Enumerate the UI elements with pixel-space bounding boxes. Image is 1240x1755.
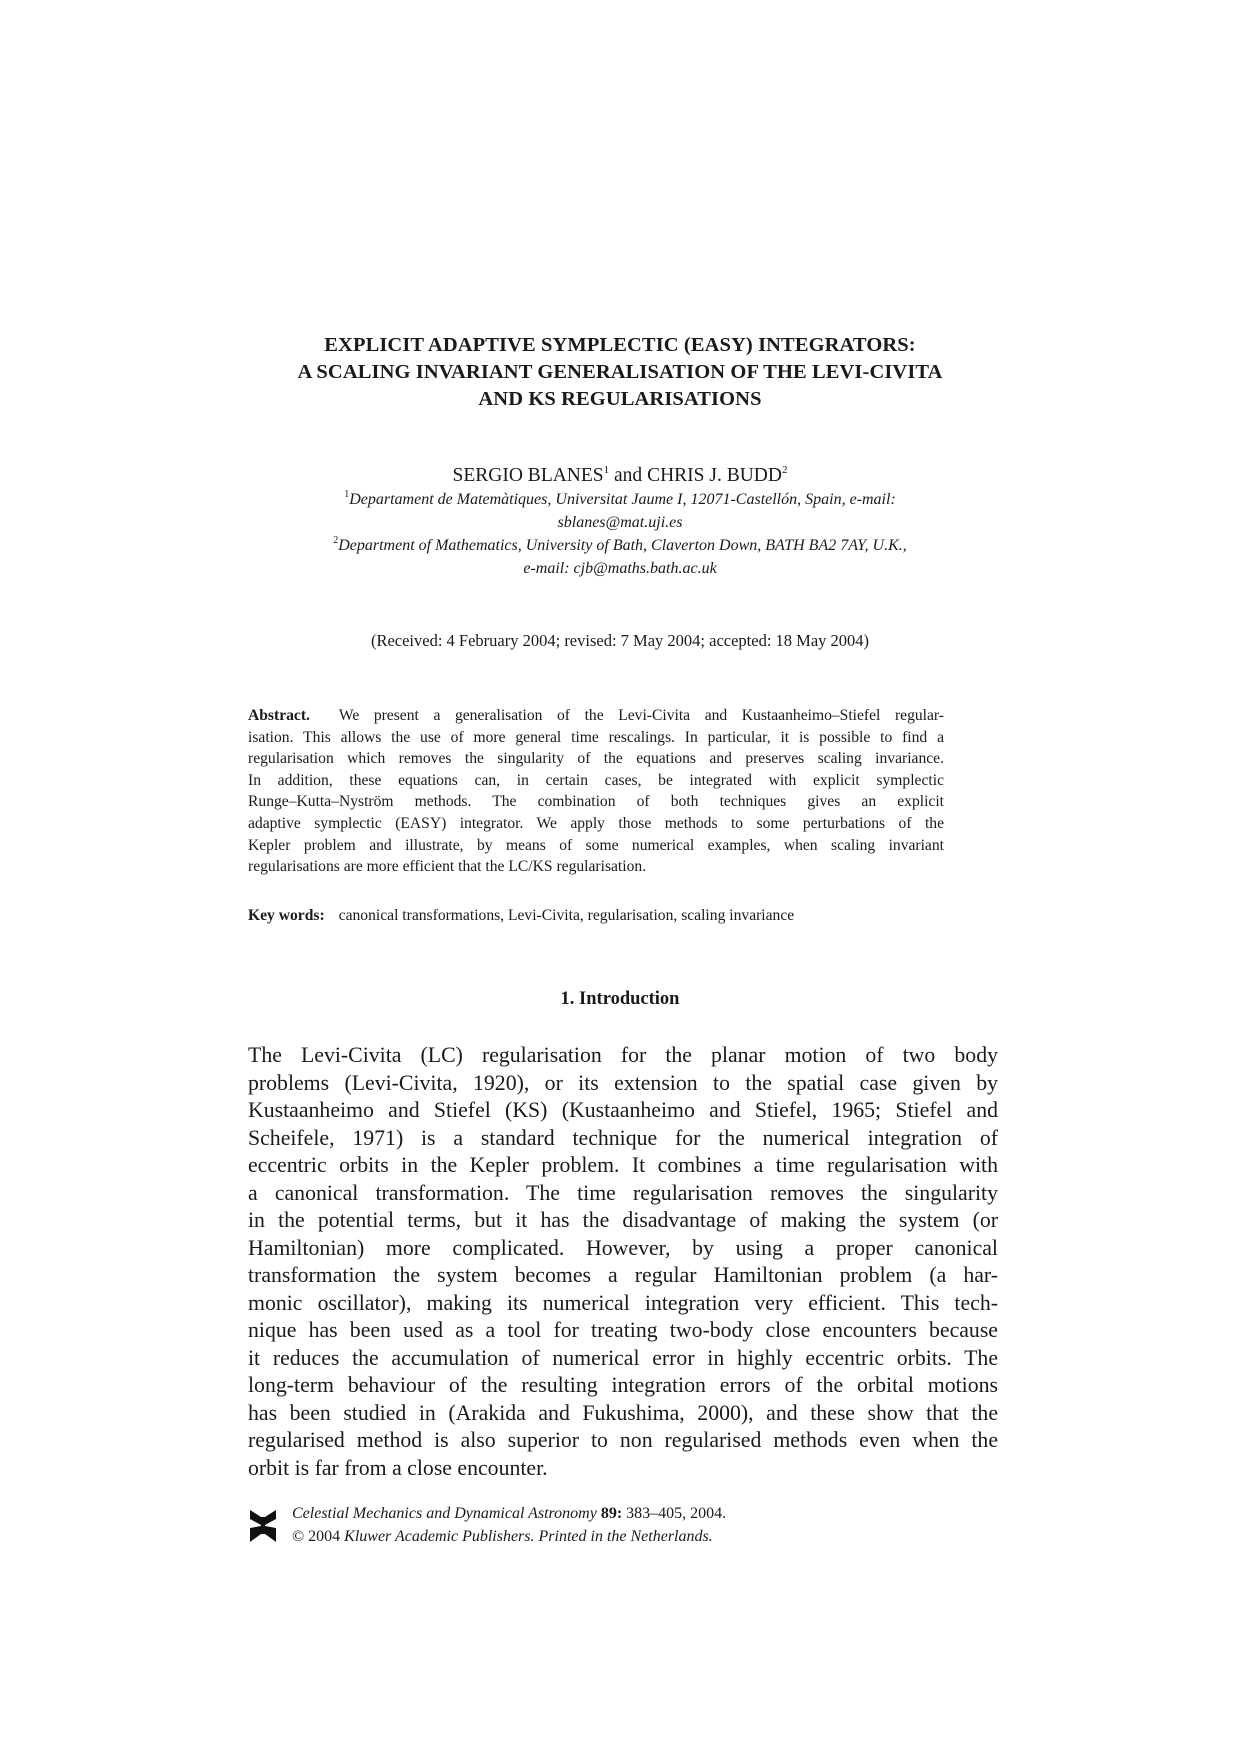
abstract-line: regularisation which removes the singularity of the equations and preserves scaling invariance. (248, 750, 944, 768)
body-line: it reduces the accumulation of numerical error in highly eccentric orbits. The (248, 1345, 998, 1370)
abstract-label: Abstract. (248, 707, 310, 724)
section-heading: 1. Introduction (560, 989, 680, 1009)
author-name: SERGIO BLANES (452, 465, 604, 486)
affiliation-email: e-mail: cjb@maths.bath.ac.uk (523, 560, 717, 577)
title-line: EXPLICIT ADAPTIVE SYMPLECTIC (EASY) INTEGRATORS: (324, 334, 916, 356)
affiliation (200, 534, 1040, 580)
body-line: Kustaanheimo and Stiefel (KS) (Kustaanheimo and Stiefel, 1965; Stiefel and (248, 1098, 998, 1122)
body-line: regularised method is also superior to non regularised methods even when the (248, 1428, 998, 1452)
body-line: Hamiltonian) more complicated. However, by using a proper canonical (248, 1235, 998, 1260)
author-conjunction: and (614, 465, 643, 486)
paper-title (200, 332, 1040, 413)
publication-footer (248, 1502, 948, 1552)
copyright: © 2004 (292, 1528, 341, 1545)
abstract-line (248, 705, 944, 727)
body-line: a canonical transformation. The time regularisation removes the singularity (248, 1180, 998, 1205)
body-line: eccentric orbits in the Kepler problem. It combines a time regularisation with (248, 1153, 998, 1177)
introduction-paragraph (248, 1042, 998, 1482)
journal-name: Celestial Mechanics and Dynamical Astronomy (292, 1505, 597, 1522)
affiliation-mark: 2 (333, 535, 339, 546)
received-dates: (Received: 4 February 2004; revised: 7 May 2004; accepted: 18 May 2004) (370, 631, 870, 650)
footer-text (292, 1502, 726, 1548)
author-affil-mark: 1 (603, 464, 610, 476)
author-affil-mark: 2 (781, 464, 788, 476)
title-line: A SCALING INVARIANT GENERALISATION OF THE LEVI-CIVITA (297, 361, 943, 383)
body-line: orbit is far from a close encounter. (248, 1455, 548, 1480)
body-line: in the potential terms, but it has the disadvantage of making the system (or (248, 1208, 998, 1232)
keywords-label: Key words: (248, 907, 325, 924)
body-line: transformation the system becomes a regular Hamiltonian problem (a har- (248, 1263, 998, 1287)
publisher-name: Kluwer Academic Publishers. Printed in the Netherlands. (344, 1528, 713, 1545)
abstract-text: We present a generalisation of the Levi-Civita and Kustaanheimo–Stiefel regular- (338, 707, 945, 724)
title-line: AND KS REGULARISATIONS (478, 388, 762, 410)
keywords-text: canonical transformations, Levi-Civita, regularisation, scaling invariance (338, 907, 795, 924)
affiliation-text: Departament de Matemàtiques, Universitat Jaume I, 12071-Castellón, Spain, e-mail: (349, 491, 896, 508)
affiliation-text: Department of Mathematics, University of Bath, Claverton Down, BATH BA2 7AY, U.K., (338, 537, 907, 554)
affiliation-mark: 1 (344, 489, 350, 500)
publisher-logo-icon (248, 1506, 278, 1546)
body-line: monic oscillator), making its numerical integration very efficient. This tech- (248, 1290, 998, 1315)
author-list (200, 464, 1040, 488)
abstract-line: regularisations are more efficient that the LC/KS regularisation. (248, 858, 647, 876)
abstract-line: adaptive symplectic (EASY) integrator. We apply those methods to some perturbations of the (248, 814, 944, 832)
affiliation (200, 488, 1040, 534)
abstract-line: Kepler problem and illustrate, by means of some numerical examples, when scaling invariant (248, 836, 944, 854)
journal-volume: 89: (600, 1505, 623, 1522)
abstract-line: isation. This allows the use of more general time rescalings. In particular, it is possible to find a (248, 728, 944, 746)
body-line: Scheifele, 1971) is a standard technique for the numerical integration of (248, 1125, 998, 1150)
author-name: CHRIS J. BUDD (647, 465, 782, 486)
body-line: problems (Levi-Civita, 1920), or its extension to the spatial case given by (248, 1070, 998, 1095)
abstract-line: In addition, these equations can, in certain cases, be integrated with explicit symplectic (248, 771, 944, 789)
journal-pages: 383–405, 2004. (626, 1505, 727, 1522)
body-line: The Levi-Civita (LC) regularisation for the planar motion of two body (248, 1043, 998, 1067)
body-line: long-term behaviour of the resulting integration errors of the orbital motions (248, 1373, 998, 1397)
body-line: nique has been used as a tool for treating two-body close encounters because (248, 1318, 998, 1342)
abstract (248, 705, 944, 878)
abstract-line: Runge–Kutta–Nyström methods. The combination of both techniques gives an explicit (248, 793, 944, 811)
body-line: has been studied in (Arakida and Fukushima, 2000), and these show that the (248, 1400, 998, 1425)
keywords (248, 905, 968, 927)
affiliation-email: sblanes@mat.uji.es (557, 514, 683, 531)
